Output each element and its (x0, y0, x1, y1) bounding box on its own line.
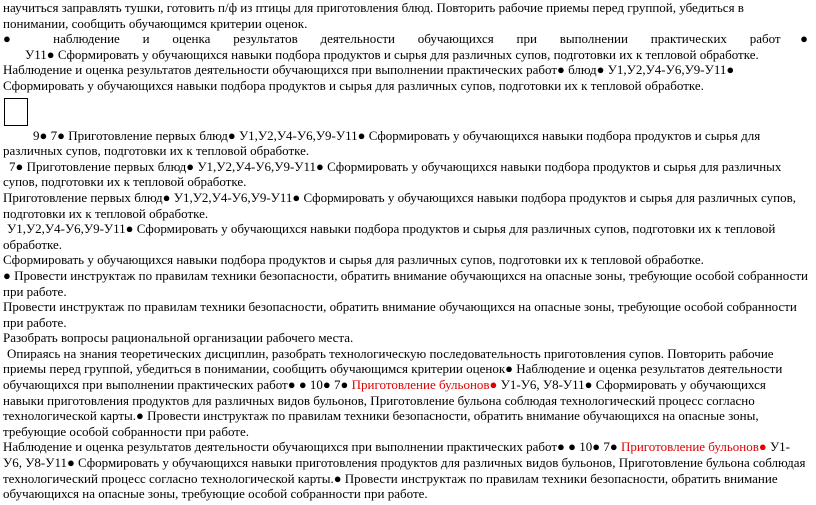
paragraph-13-rest: У1-У6, У8-У11● Сформировать у обучающихся навыки приготовления продуктов для различных видов бульонов, Приготовление бульона соблюдая технологический процесс согласно технологической карты.● Провести инструктаж по правилам техники безопасности, обратить внимание обучающихся на опасные зоны, требующие особой собранности при работе. (3, 439, 806, 502)
paragraph-5: 7● Приготовление первых блюд● У1,У2,У4-У6,У9-У11● Сформировать у обучающихся навыки подбора продуктов и сырья для различных супов, подготовки их к тепловой обработке. (3, 158, 782, 190)
paragraph-2-line-1: ● наблюдение и оценка результатов деятельности обучающихся при выполнении практических работ● (3, 31, 808, 47)
paragraph-12-highlight: Приготовление бульонов● (351, 377, 498, 393)
paragraph-10: Провести инструктаж по правилам техники безопасности, обратить внимание обучающихся на опасные зоны, требующие особой собранности при работе. (3, 299, 797, 330)
paragraph-12 (3, 346, 808, 440)
paragraph-12-rest: У1-У6, У8-У11● Сформировать у обучающихся навыки приготовления продуктов для различных видов бульонов, Приготовление бульона соблюдая технологический процесс согласно технологической карты.● Провести инструктаж по правилам техники безопасности, обратить внимание обучающихся на опасные зоны, требующие особой собранности при работе. (3, 377, 766, 439)
paragraph-4: 9● 7● Приготовление первых блюд● У1,У2,У4-У6,У9-У11● Сформировать у обучающихся навыки подбора продуктов и сырья для различных супов, подготовки их к тепловой обработке. (3, 127, 761, 159)
paragraph-9: ● Провести инструктаж по правилам техники безопасности, обратить внимание обучающихся на опасные зоны, требующие особой собранности при работе. (3, 267, 808, 299)
paragraph-13-text: Наблюдение и оценка результатов деятельности обучающихся при выполнении практических работ● (3, 439, 565, 455)
paragraph-11: Разобрать вопросы рациональной организации рабочего места. (3, 330, 354, 346)
paragraph-12-marker: ● 10● 7● (298, 377, 349, 393)
paragraph-7: У1,У2,У4-У6,У9-У11● Сформировать у обучающихся навыки подбора продуктов и сырья для различных супов, подготовки их к тепловой обработке. (3, 221, 776, 252)
paragraph-1: научиться заправлять тушки, готовить п/ф из птицы для приготовления блюд. Повторить рабочие приемы перед группой, убедиться в понимании, сообщить обучающимся критерии оценок. (3, 0, 744, 31)
paragraph-2-line-2: У11● Сформировать у обучающихся навыки подбора продуктов и сырья для различных супов, подготовки их к тепловой обработке. (25, 46, 759, 62)
paragraph-13-marker: ● 10● 7● (568, 439, 618, 455)
paragraph-13 (3, 439, 808, 501)
empty-box (4, 98, 28, 126)
paragraph-13-highlight: Приготовление бульонов● (620, 439, 767, 455)
paragraph-6: Приготовление первых блюд● У1,У2,У4-У6,У9-У11● Сформировать у обучающихся навыки подбора продуктов и сырья для различных супов, подготовки их к тепловой обработке. (3, 189, 796, 221)
paragraph-8: Сформировать у обучающихся навыки подбора продуктов и сырья для различных супов, подготовки их к тепловой обработке. (3, 252, 704, 268)
paragraph-12-text: Опираясь на знания теоретических дисциплин, разобрать технологическую последовательность приготовления супов. Повторить рабочие приемы перед группой, убедиться в понимании, сообщить обучающимся критерии оценок● Наблюдение и оценка результатов деятельности обучающихся при выполнении практических работ● (3, 345, 783, 393)
paragraph-3: Наблюдение и оценка результатов деятельности обучающихся при выполнении практических работ● блюд● У1,У2,У4-У6,У9-У11● Сформировать у обучающихся навыки подбора продуктов и сырья для различных супов, подготовки их к тепловой обработке. (3, 62, 735, 93)
